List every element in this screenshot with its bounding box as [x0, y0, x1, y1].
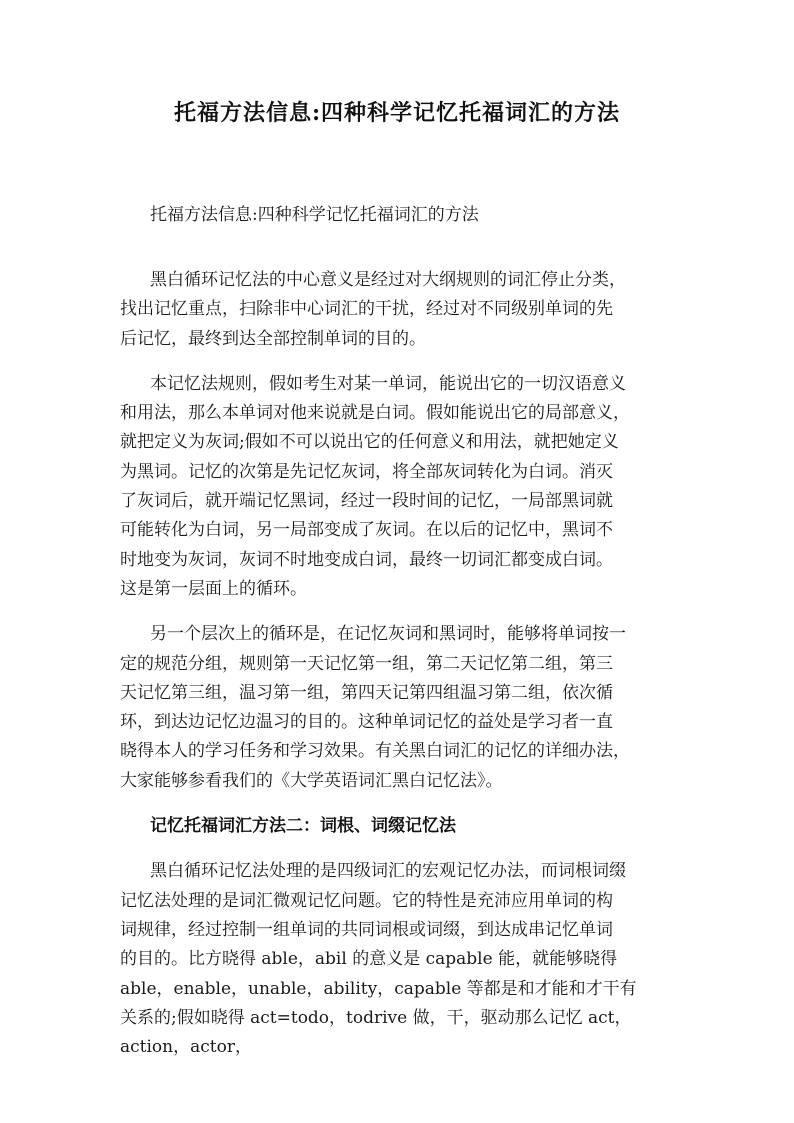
text-line: action，actor，	[120, 1037, 252, 1058]
text-line: 环，到达边记忆边温习的目的。这种单词记忆的益处是学习者一直	[120, 712, 613, 733]
text-line: 晓得本人的学习任务和学习效果。有关黑白词汇的记忆的详细办法，	[120, 741, 630, 762]
text-line: 关系的;假如晓得 act=todo，todrive 做，干，驱动那么记忆 act，	[120, 1007, 632, 1028]
text-line: 和用法，那么本单词对他来说就是白词。假如能说出它的局部意义，	[120, 403, 630, 424]
text-line: 时地变为灰词，灰词不时地变成白词，最终一切词汇都变成白词。	[120, 549, 613, 570]
paragraph-1	[120, 266, 680, 354]
text-line: 这是第一层面上的循环。	[120, 578, 307, 599]
section-heading: 记忆托福词汇方法二：词根、词缀记忆法	[150, 816, 456, 837]
text-line: 词规律，经过控制一组单词的共同词根或词缀，到达成串记忆单词	[120, 919, 613, 940]
text-line: 天记忆第三组，温习第一组，第四天记第四组温习第二组，依次循	[120, 682, 613, 703]
text-line: 就把定义为灰词;假如不可以说出它的任何意义和用法，就把她定义	[120, 432, 619, 453]
text-line: 可能转化为白词，另一局部变成了灰词。在以后的记忆中，黑词不	[120, 520, 613, 541]
text-line: 黑白循环记忆法的中心意义是经过对大纲规则的词汇停止分类，	[150, 270, 626, 290]
text-line: able，enable，unable，ability，capable 等都是和才能和才干有	[120, 978, 637, 999]
text-line: 大家能够参看我们的《大学英语词汇黑白记忆法》。	[120, 770, 503, 791]
text-line: 另一个层次上的循环是，在记忆灰词和黑词时，能够将单词按一	[150, 624, 626, 645]
document-title: 托福方法信息:四种科学记忆托福词汇的方法	[173, 100, 621, 126]
text-line: 本记忆法规则，假如考生对某一单词，能说出它的一切汉语意义	[150, 373, 626, 394]
text-line: 后记忆，最终到达全部控制单词的目的。	[120, 328, 426, 349]
document-body	[120, 266, 680, 1078]
text-line: 了灰词后，就开端记忆黑词，经过一段时间的记忆，一局部黑词就	[120, 491, 613, 512]
text-line: 为黑词。记忆的次第是先记忆灰词，将全部灰词转化为白词。消灭	[120, 461, 613, 482]
document-subtitle: 托福方法信息:四种科学记忆托福词汇的方法	[150, 205, 479, 225]
text-line: 黑白循环记忆法处理的是四级词汇的宏观记忆办法，而词根词缀	[150, 861, 626, 882]
text-line: 的目的。比方晓得 able，abil 的意义是 capable 能，就能够晓得	[120, 949, 618, 970]
text-line: 定的规范分组，规则第一天记忆第一组，第二天记忆第二组，第三	[120, 653, 613, 674]
paragraph-2	[120, 370, 680, 604]
paragraph-3	[120, 620, 680, 796]
text-line: 记忆法处理的是词汇微观记忆问题。它的特性是充沛应用单词的构	[120, 890, 613, 911]
paragraph-4	[120, 857, 680, 1062]
text-line: 找出记忆重点，扫除非中心词汇的干扰，经过对不同级别单词的先	[120, 299, 613, 320]
